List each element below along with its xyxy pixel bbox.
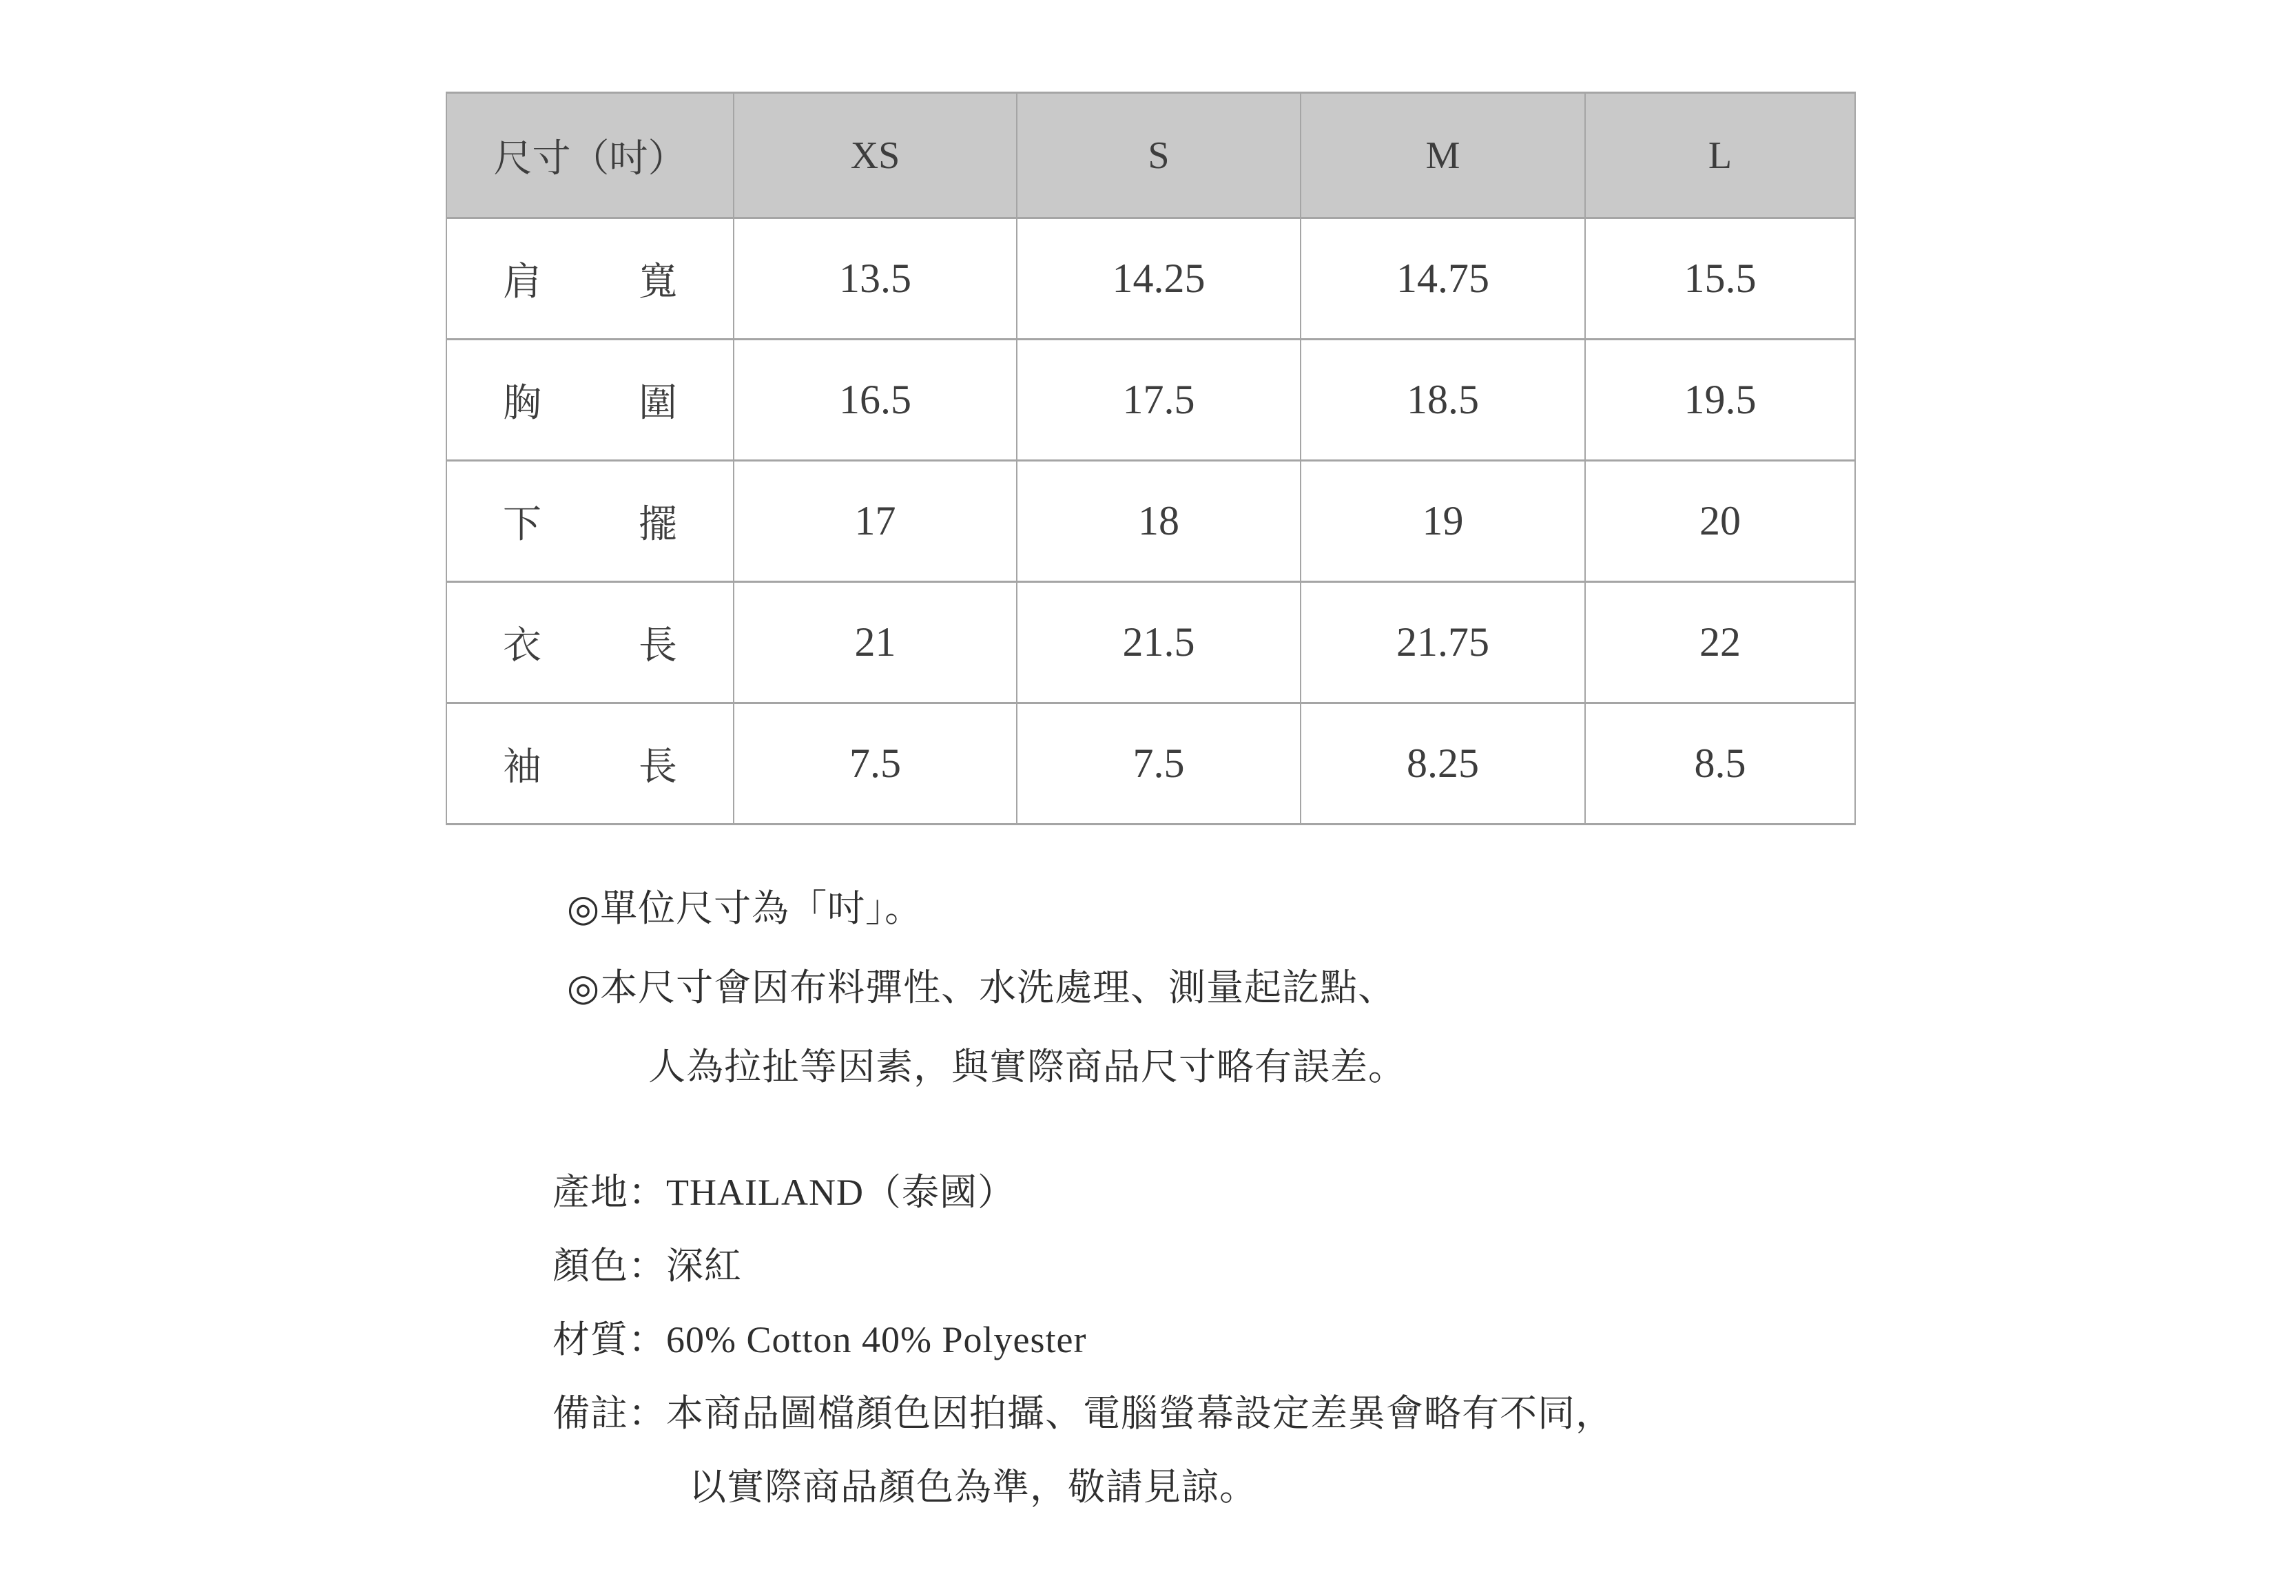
row-label-length: 衣長 <box>503 624 677 667</box>
cell-chest-s: 17.5 <box>1017 340 1301 461</box>
note-unit: ◎單位尺寸為「吋」。 <box>567 888 923 929</box>
table-row-length <box>446 582 1855 703</box>
measurement-notes <box>567 869 1406 1107</box>
header-cell-size-unit: 尺寸（吋） <box>446 93 734 218</box>
cell-sleeve-xs: 7.5 <box>734 703 1017 825</box>
info-color: 顏色：深紅 <box>552 1245 742 1287</box>
size-table <box>446 92 1856 825</box>
table-row-chest <box>446 340 1855 461</box>
cell-shoulder-m: 14.75 <box>1301 218 1585 340</box>
info-remark-continued: 以實際商品顏色為準，敬請見諒。 <box>689 1467 1257 1508</box>
row-label-sleeve: 袖長 <box>503 745 677 789</box>
table-row-shoulder <box>446 218 1855 340</box>
cell-length-l: 22 <box>1585 582 1855 703</box>
product-info <box>552 1156 1613 1524</box>
cell-length-xs: 21 <box>734 582 1017 703</box>
note-tolerance-1: ◎本尺寸會因布料彈性、水洗處理、測量起訖點、 <box>567 967 1396 1008</box>
table-row-sleeve <box>446 703 1855 825</box>
info-origin: 產地：THAILAND（泰國） <box>552 1172 1015 1213</box>
cell-shoulder-xs: 13.5 <box>734 218 1017 340</box>
cell-hem-l: 20 <box>1585 461 1855 582</box>
header-cell-xs: XS <box>734 93 1017 218</box>
cell-chest-xs: 16.5 <box>734 340 1017 461</box>
row-label-hem: 下擺 <box>503 503 677 546</box>
row-label-shoulder: 肩寬 <box>503 260 677 304</box>
cell-chest-l: 19.5 <box>1585 340 1855 461</box>
table-header-row <box>446 93 1855 218</box>
table-row-hem <box>446 461 1855 582</box>
cell-sleeve-l: 8.5 <box>1585 703 1855 825</box>
cell-hem-m: 19 <box>1301 461 1585 582</box>
row-label-chest: 胸圍 <box>503 382 677 425</box>
header-cell-l: L <box>1585 93 1855 218</box>
cell-length-s: 21.5 <box>1017 582 1301 703</box>
note-tolerance-2: 人為拉扯等因素，與實際商品尺寸略有誤差。 <box>648 1046 1406 1088</box>
cell-sleeve-m: 8.25 <box>1301 703 1585 825</box>
cell-sleeve-s: 7.5 <box>1017 703 1301 825</box>
cell-hem-xs: 17 <box>734 461 1017 582</box>
info-remark: 備註：本商品圖檔顏色因拍攝、電腦螢幕設定差異會略有不同， <box>552 1393 1613 1434</box>
cell-shoulder-l: 15.5 <box>1585 218 1855 340</box>
cell-hem-s: 18 <box>1017 461 1301 582</box>
cell-shoulder-s: 14.25 <box>1017 218 1301 340</box>
cell-chest-m: 18.5 <box>1301 340 1585 461</box>
header-cell-s: S <box>1017 93 1301 218</box>
info-material: 材質：60% Cotton 40% Polyester <box>552 1319 1087 1360</box>
header-cell-m: M <box>1301 93 1585 218</box>
cell-length-m: 21.75 <box>1301 582 1585 703</box>
